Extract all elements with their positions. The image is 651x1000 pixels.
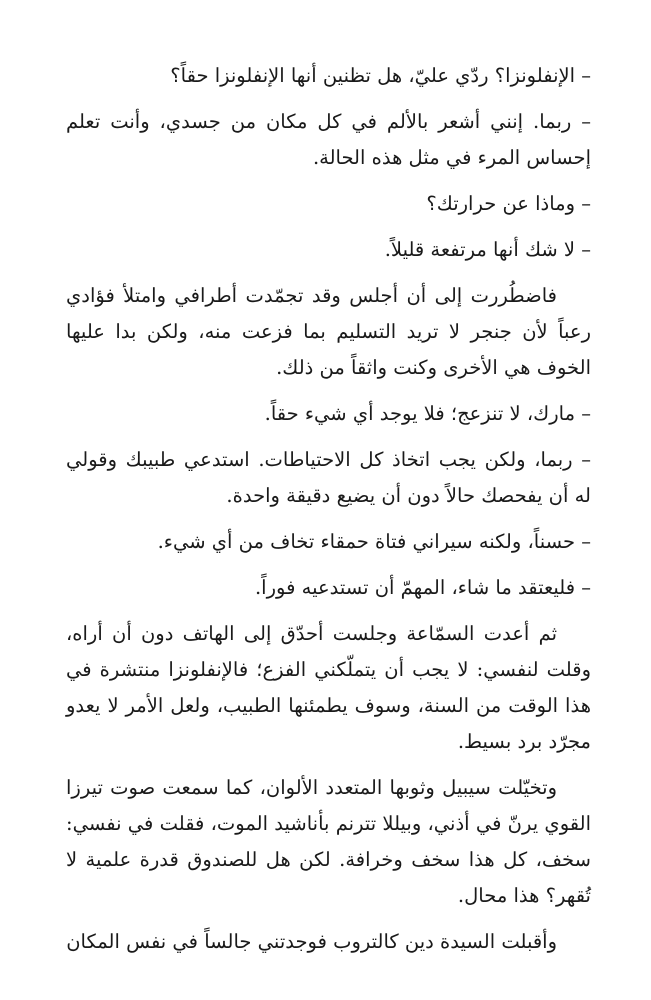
paragraph-narration-hung-up: ثم أعدت السمّاعة وجلست أحدّق إلى الهاتف دون أن أراه، وقلت لنفسي: لا يجب أن يتملّكني الفزع؛ فالإنفلونزا منتشرة في هذا الوقت من السنة، وسوف يطمئنها الطبيب، ولعل الأمر لا يعدو مجرّد برد بسيط. — [66, 622, 591, 753]
book-page — [66, 58, 591, 970]
paragraph-dialogue-influenza-question: – الإنفلونزا؟ ردّي عليّ، هل تظنين أنها الإنفلونزا حقاً؟ — [170, 64, 591, 87]
paragraph-narration-mrs-dean: وأقبلت السيدة دين كالتروب فوجدتني جالساً في نفس المكان — [66, 930, 557, 953]
paragraph-dialogue-call-doctor: – ربما، ولكن يجب اتخاذ كل الاحتياطات. استدعي طبيبك وقولي له أن يفحصك حالاً دون أن يضيع دقيقة واحدة. — [66, 448, 591, 507]
paragraph-dialogue-mark-dont-worry: – مارك، لا تنزعج؛ فلا يوجد أي شيء حقاً. — [264, 402, 591, 425]
paragraph-dialogue-temperature-question: – وماذا عن حرارتك؟ — [426, 192, 591, 215]
paragraph-dialogue-silly-girl: – حسناً، ولكنه سيراني فتاة حمقاء تخاف من أي شيء. — [157, 530, 591, 553]
paragraph-narration-imagined-sybil: وتخيّلت سيبيل وثوبها المتعدد الألوان، كما سمعت صوت تيرزا القوي يرنّ في أذني، وبيللا تترنم بأناشيد الموت، فقلت في نفسي: سخف، كل هذا سخف وخرافة. لكن هل للصندوق قدرة علمية لا تُقهر؟ هذا محال. — [66, 776, 591, 907]
paragraph-dialogue-call-him-now: – فليعتقد ما شاء، المهمّ أن تستدعيه فوراً. — [254, 576, 591, 599]
paragraph-dialogue-pain-everywhere: – ربما. إنني أشعر بالألم في كل مكان من جسدي، وأنت تعلم إحساس المرء في مثل هذه الحالة. — [66, 110, 591, 169]
paragraph-narration-fear: فاضطُررت إلى أن أجلس وقد تجمّدت أطرافي وامتلأ فؤادي رعباً لأن جنجر لا تريد التسليم بما فزعت منه، ولكن بدا عليها الخوف هي الأخرى وكنت واثقاً من ذلك. — [66, 284, 591, 379]
paragraph-dialogue-temperature-answer: – لا شك أنها مرتفعة قليلاً. — [384, 238, 591, 261]
